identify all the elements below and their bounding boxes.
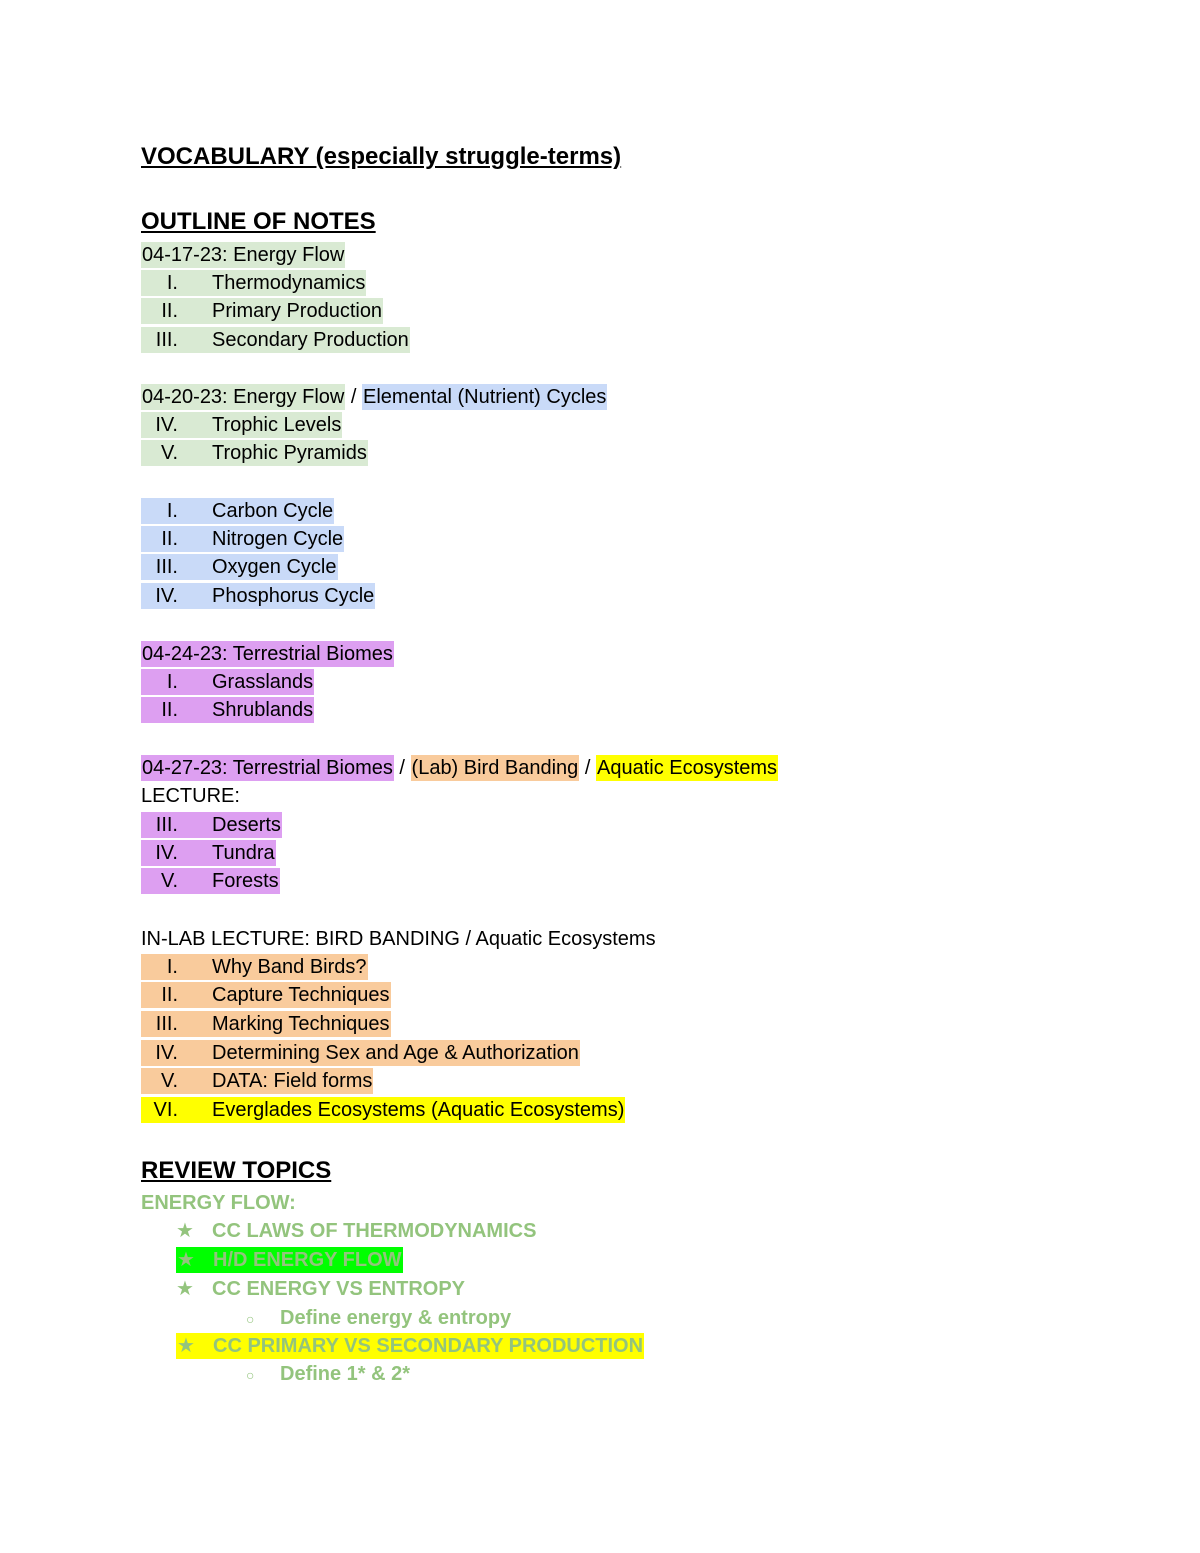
circle-bullet-icon: ○	[246, 1311, 255, 1327]
date-topic-lab: (Lab) Bird Banding	[411, 757, 579, 779]
lab-lecture-label: IN-LAB LECTURE: BIRD BANDING / Aquatic Ecosystems	[141, 928, 656, 950]
date-label: 04-27-23: Terrestrial Biomes	[142, 757, 393, 779]
section-date-0420: 04-20-23: Energy Flow / Elemental (Nutrient) Cycles	[142, 386, 607, 408]
star-icon: ★	[176, 1278, 194, 1300]
date-topic: Elemental (Nutrient) Cycles	[363, 386, 607, 408]
outline-item: II. Shrublands	[141, 696, 314, 724]
outline-item: I. Why Band Birds?	[141, 953, 368, 981]
review-section-label: ENERGY FLOW:	[141, 1192, 296, 1214]
section-date-0427: 04-27-23: Terrestrial Biomes / (Lab) Bird Banding / Aquatic Ecosystems	[142, 757, 778, 779]
outline-item: III. Secondary Production	[141, 326, 410, 354]
outline-item: I. Carbon Cycle	[141, 497, 334, 525]
outline-item: I. Thermodynamics	[141, 269, 366, 297]
review-heading: REVIEW TOPICS	[141, 1157, 332, 1184]
outline-item: IV. Phosphorus Cycle	[141, 582, 375, 610]
outline-item: II. Primary Production	[141, 297, 383, 325]
date-label: 04-24-23: Terrestrial Biomes	[142, 643, 393, 665]
outline-item: III. Marking Techniques	[141, 1010, 391, 1038]
outline-item: III. Deserts	[141, 811, 282, 839]
outline-item: II. Capture Techniques	[141, 981, 391, 1009]
vocabulary-heading: VOCABULARY (especially struggle-terms)	[141, 143, 622, 170]
date-label: 04-17-23: Energy Flow	[142, 244, 345, 266]
review-subitem: ○ Define 1* & 2*	[246, 1360, 410, 1388]
outline-heading: OUTLINE OF NOTES	[141, 208, 376, 235]
outline-item: I. Grasslands	[141, 668, 314, 696]
outline-item: IV. Determining Sex and Age & Authorization	[141, 1039, 580, 1067]
review-item: ★ CC LAWS OF THERMODYNAMICS	[176, 1217, 536, 1245]
outline-item: V. Trophic Pyramids	[141, 439, 368, 467]
circle-bullet-icon: ○	[246, 1367, 255, 1383]
date-label: 04-20-23: Energy Flow	[142, 386, 345, 408]
outline-item: II. Nitrogen Cycle	[141, 525, 344, 553]
section-date-0424	[141, 640, 394, 668]
star-icon: ★	[177, 1249, 195, 1271]
outline-item: III. Oxygen Cycle	[141, 553, 338, 581]
date-topic-aquatic: Aquatic Ecosystems	[596, 757, 778, 779]
section-date-0417	[141, 241, 345, 269]
review-item: ★ CC PRIMARY VS SECONDARY PRODUCTION	[176, 1332, 644, 1360]
review-item: ★ CC ENERGY VS ENTROPY	[176, 1275, 465, 1303]
outline-item: V. DATA: Field forms	[141, 1067, 373, 1095]
star-icon: ★	[177, 1335, 195, 1357]
outline-item: IV. Tundra	[141, 839, 276, 867]
star-icon: ★	[176, 1220, 194, 1242]
lecture-label: LECTURE:	[141, 785, 240, 807]
outline-item: V. Forests	[141, 867, 280, 895]
outline-item: IV. Trophic Levels	[141, 411, 342, 439]
outline-item: VI. Everglades Ecosystems (Aquatic Ecosystems)	[141, 1096, 625, 1124]
review-item: ★ H/D ENERGY FLOW	[176, 1246, 403, 1274]
review-subitem: ○ Define energy & entropy	[246, 1304, 511, 1332]
